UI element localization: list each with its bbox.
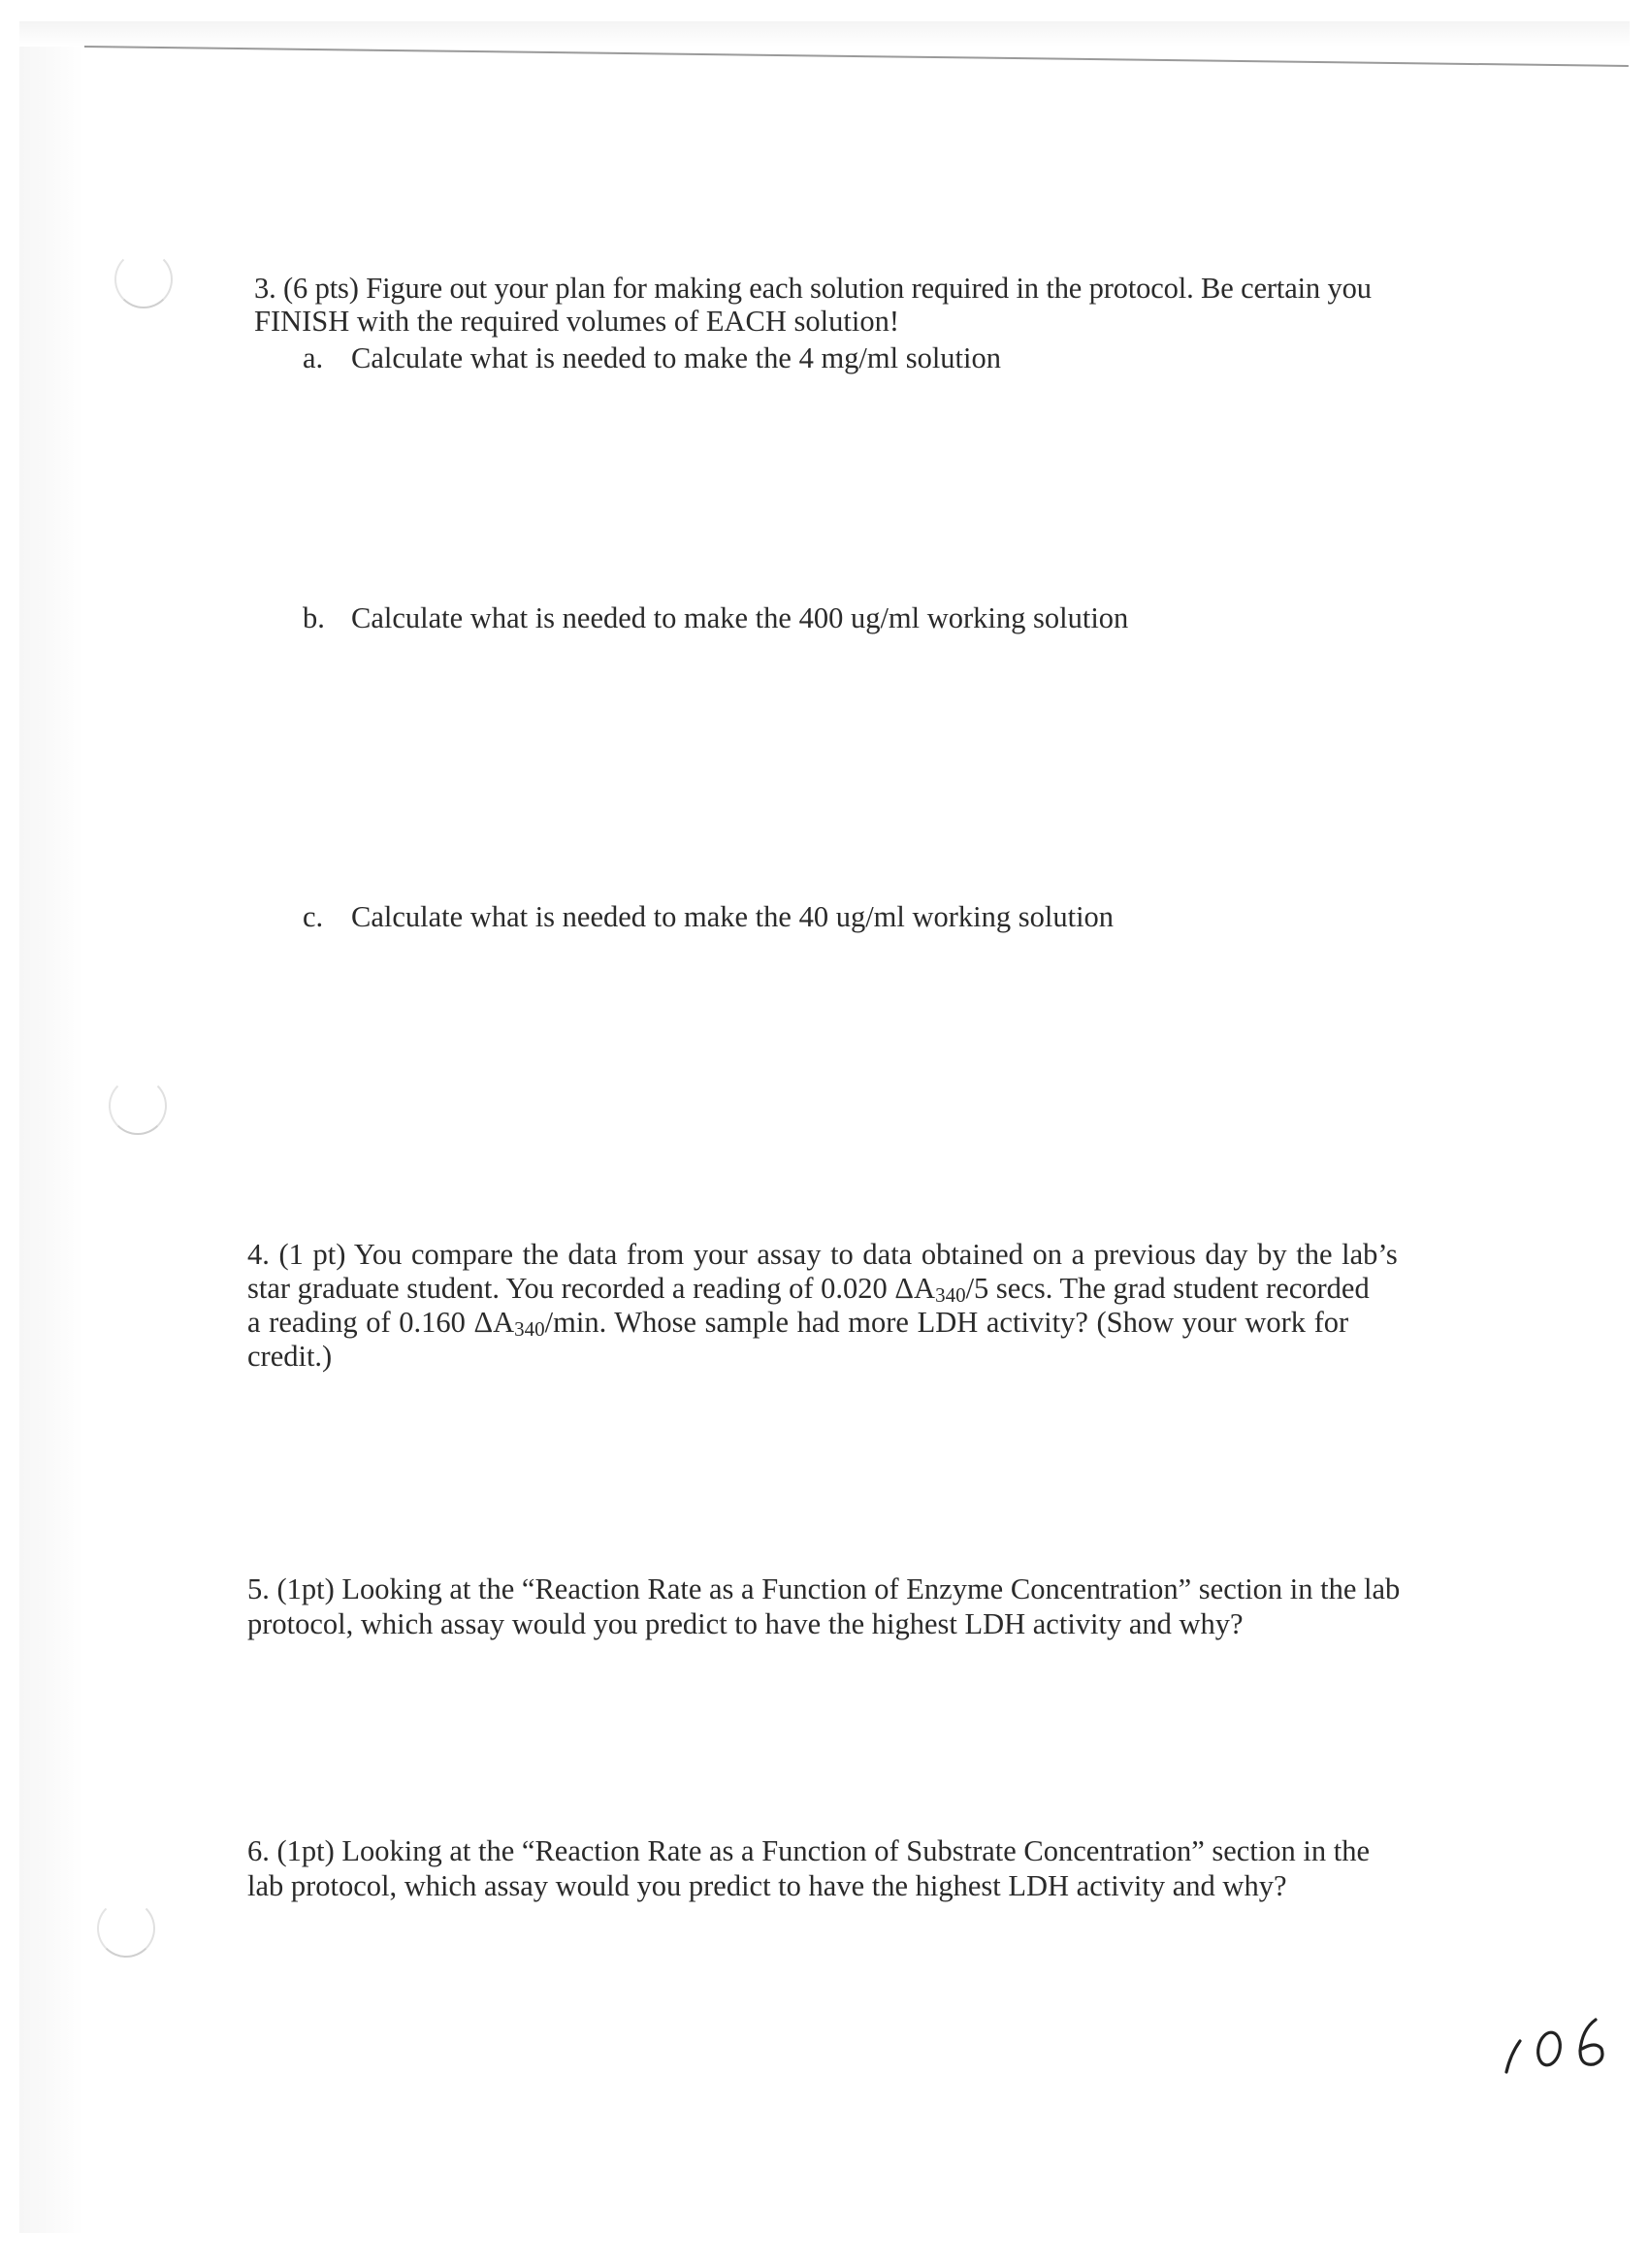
question-6-line-2: lab protocol, which assay would you predict to have the highest LDH activity and why? <box>247 1869 1287 1902</box>
question-6 <box>247 1833 1518 1903</box>
question-3c-text: Calculate what is needed to make the 40 ug/ml working solution <box>351 900 1115 933</box>
handwritten-page-number <box>1499 2008 1625 2076</box>
question-3-line-1: 3. (6 pts) Figure out your plan for making each solution required in the protocol. Be certain you <box>254 272 1372 305</box>
answer-space-4[interactable] <box>247 1382 1518 1562</box>
question-3b-label: b. <box>303 601 325 634</box>
absorbance-subscript: 340 <box>935 1283 966 1307</box>
question-3a <box>303 341 1001 374</box>
question-3c <box>303 900 1114 933</box>
answer-space-3a[interactable] <box>254 383 1515 592</box>
hole-punch-mark-middle <box>109 1077 167 1135</box>
question-3-line-2: FINISH with the required volumes of EACH solution! <box>254 305 899 338</box>
question-4-line-2-text: star graduate student. You recorded a reading of 0.020 ΔA <box>247 1272 936 1305</box>
header-rule-divider <box>84 46 1629 67</box>
question-3a-text: Calculate what is needed to make the 4 mg/ml solution <box>351 341 1002 374</box>
absorbance-subscript: 340 <box>514 1317 545 1341</box>
question-5 <box>247 1571 1518 1641</box>
answer-space-3c[interactable] <box>254 946 1515 1227</box>
question-3c-label: c. <box>303 900 324 933</box>
hole-punch-mark-top <box>114 250 173 308</box>
question-4-line-2-tail: /5 secs. The grad student recorded <box>965 1272 1370 1305</box>
question-6-line-1: 6. (1pt) Looking at the “Reaction Rate as a Function of Substrate Concentration” section in the <box>247 1834 1371 1867</box>
answer-space-6[interactable] <box>247 1911 1518 2202</box>
scan-shadow-left <box>19 21 83 2233</box>
question-4-line-3 <box>247 1306 1518 1340</box>
question-4-line-2 <box>247 1272 1518 1306</box>
answer-space-5[interactable] <box>247 1649 1518 1824</box>
question-4-line-1: 4. (1 pt) You compare the data from your assay to data obtained on a previous day by the lab’s <box>247 1238 1398 1271</box>
question-5-line-1: 5. (1pt) Looking at the “Reaction Rate as a Function of Enzyme Concentration” section in the lab <box>247 1572 1401 1605</box>
question-4-line-4: credit.) <box>247 1340 333 1373</box>
question-3b-text: Calculate what is needed to make the 400 ug/ml working solution <box>351 601 1129 634</box>
question-4 <box>247 1238 1518 1374</box>
question-4-line-3-text: a reading of 0.160 ΔA <box>247 1306 515 1339</box>
question-5-line-2: protocol, which assay would you predict to have the highest LDH activity and why? <box>247 1607 1244 1640</box>
scan-shadow-top <box>19 21 1630 47</box>
hole-punch-mark-bottom <box>97 1899 155 1958</box>
question-3 <box>254 272 1515 338</box>
answer-space-3b[interactable] <box>254 645 1515 878</box>
question-3b <box>303 601 1128 634</box>
question-3a-label: a. <box>303 341 324 374</box>
question-4-line-3-tail: /min. Whose sample had more LDH activity? (Show your work for <box>544 1306 1349 1339</box>
